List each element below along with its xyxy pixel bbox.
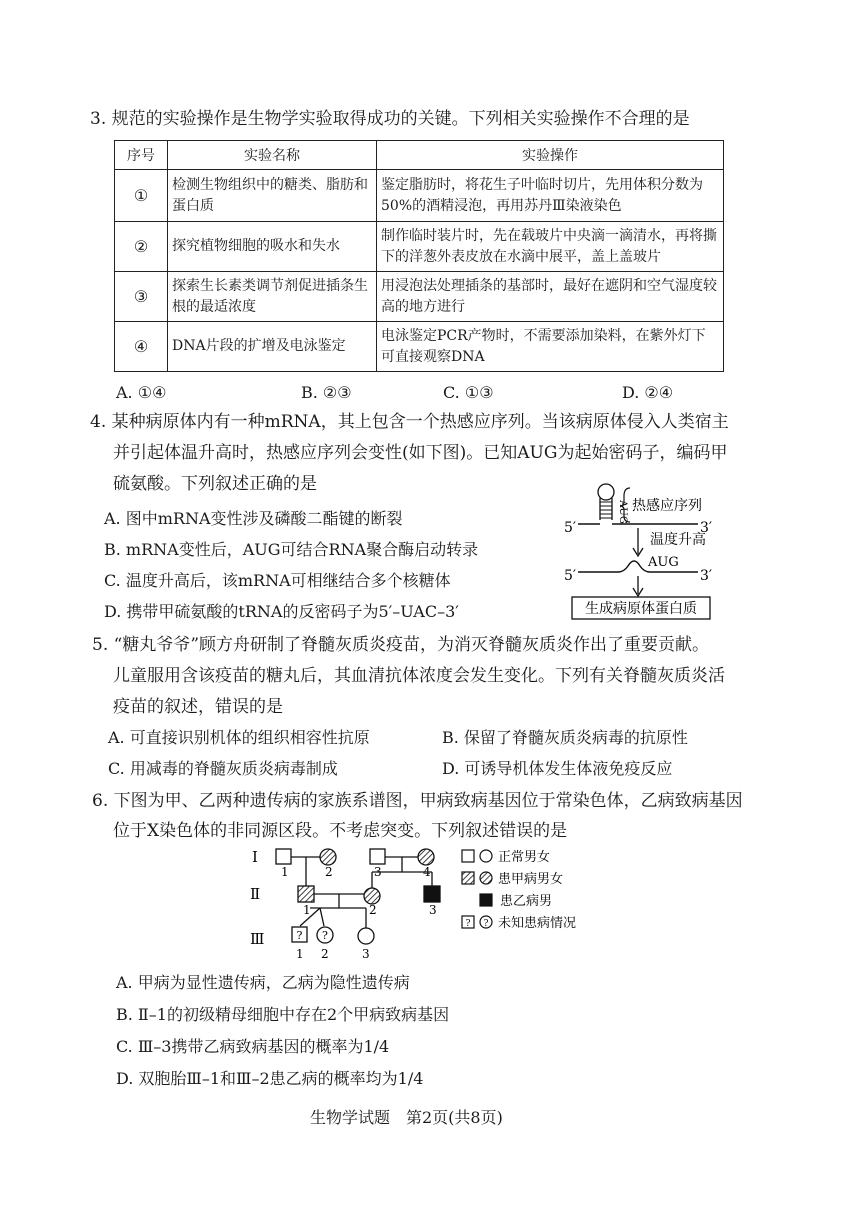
three-prime-label-top: 3′ — [700, 520, 713, 536]
gen2-number-1: 1 — [303, 903, 311, 917]
q5-option-c[interactable]: C. 用减毒的脊髓灰质炎病毒制成 — [108, 759, 338, 778]
gen1-number-1: 1 — [281, 865, 289, 879]
gen1-female-4-disease-a — [418, 849, 434, 865]
row-experiment-name: 探究植物细胞的吸水和失水 — [168, 222, 377, 272]
row-number: ① — [115, 170, 168, 222]
page-footer: 生物学试题 第2页(共8页) — [310, 1108, 503, 1127]
row-experiment-operation: 制作临时装片时，先在载玻片中央滴一滴清水，再将撕下的洋葱外表皮放在水滴中展平，盖上盖玻片 — [377, 222, 724, 272]
gen3-2-unknown-mark: ? — [322, 929, 328, 942]
header-experiment-operation: 实验操作 — [377, 141, 724, 170]
q6-option-c[interactable]: C. Ⅲ–3携带乙病致病基因的概率为1/4 — [116, 1037, 390, 1056]
experiment-table — [114, 140, 724, 372]
aug-label: AUG — [648, 555, 679, 570]
q3-option-d[interactable]: D. ②④ — [622, 383, 674, 402]
legend-disease-a-female-icon — [480, 872, 492, 884]
q3-stem: 3. 规范的实验操作是生物学实验取得成功的关键。下列相关实验操作不合理的是 — [90, 109, 690, 129]
gen3-1-unknown-mark: ? — [296, 929, 303, 942]
q6-option-d[interactable]: D. 双胞胎Ⅲ–1和Ⅲ–2患乙病的概率均为1/4 — [116, 1069, 424, 1088]
q5-stem-line-2: 儿童服用含该疫苗的糖丸后，其血清抗体浓度会发生变化。下列有关脊髓灰质炎活 — [113, 666, 725, 686]
gen1-number-2: 2 — [325, 865, 333, 879]
five-prime-label-top: 5′ — [564, 520, 577, 536]
q4-option-c[interactable]: C. 温度升高后，该mRNA可相继结合多个核糖体 — [104, 571, 451, 590]
q3-option-b[interactable]: B. ②③ — [301, 383, 352, 402]
twin-line — [320, 908, 324, 926]
q4-option-b[interactable]: B. mRNA变性后，AUG可结合RNA聚合酶启动转录 — [104, 540, 479, 559]
row-experiment-operation: 用浸泡法处理插条的基部时，最好在遮阴和空气湿度较高的地方进行 — [377, 272, 724, 322]
legend-normal-label: 正常男女 — [498, 850, 551, 865]
q5-option-d[interactable]: D. 可诱导机体发生体液免疫反应 — [442, 759, 673, 778]
gen1-male-3-normal — [370, 849, 385, 864]
legend-normal-male-icon — [462, 850, 474, 862]
row-number: ③ — [115, 272, 168, 322]
q6-stem-line-1: 6. 下图为甲、乙两种遗传病的家族系谱图，甲病致病基因位于常染色体，乙病致病基因 — [92, 791, 743, 811]
gen1-number-3: 3 — [374, 865, 382, 879]
three-prime-label-bottom: 3′ — [700, 568, 713, 584]
q6-option-a[interactable]: A. 甲病为显性遗传病，乙病为隐性遗传病 — [116, 973, 410, 992]
legend-disease-a-male-icon — [462, 872, 474, 884]
gen2-female-2-disease-a — [364, 888, 380, 904]
gen3-female-3-normal — [358, 928, 374, 944]
legend-unknown-female-mark: ? — [483, 919, 489, 929]
q4-option-d[interactable]: D. 携带甲硫氨酸的tRNA的反密码子为5′–UAC–3′ — [104, 602, 459, 621]
q3-option-a[interactable]: A. ①④ — [116, 383, 167, 402]
mrna-figure — [558, 476, 758, 624]
q5-option-a[interactable]: A. 可直接识别机体的组织相容性抗原 — [108, 728, 370, 747]
q4-stem-line-3: 硫氨酸。下列叙述正确的是 — [113, 474, 317, 494]
legend-unknown-label: 未知患病情况 — [498, 916, 577, 931]
gen1-number-4: 4 — [423, 865, 431, 879]
generation-label-3: Ⅲ — [250, 930, 265, 948]
protein-box-label: 生成病原体蛋白质 — [585, 601, 697, 617]
pedigree-chart — [240, 842, 620, 962]
hairpin-structure — [598, 484, 614, 520]
table-row — [115, 272, 724, 322]
table-row — [115, 322, 724, 372]
temperature-rise-label: 温度升高 — [650, 532, 706, 548]
row-number: ② — [115, 222, 168, 272]
legend-disease-b-label: 患乙病男 — [500, 894, 553, 909]
row-number: ④ — [115, 322, 168, 372]
q5-stem-line-1: 5. “糖丸爷爷”顾方舟研制了脊髓灰质炎疫苗，为消灭脊髓灰质炎作出了重要贡献。 — [92, 635, 710, 655]
hairpin-aug-label: AUG — [617, 500, 628, 524]
row-experiment-name: DNA片段的扩增及电泳鉴定 — [168, 322, 377, 372]
q4-stem-line-1: 4. 某种病原体内有一种mRNA，其上包含一个热感应序列。当该病原体侵入人类宿主 — [90, 412, 729, 432]
gen3-number-2: 2 — [321, 947, 329, 961]
generation-label-1: Ⅰ — [252, 848, 258, 866]
q6-option-b[interactable]: B. Ⅱ–1的初级精母细胞中存在2个甲病致病基因 — [116, 1005, 450, 1024]
q4-stem-line-2: 并引起体温升高时，热感应序列会变性(如下图)。已知AUG为起始密码子，编码甲 — [113, 443, 728, 463]
gen3-number-1: 1 — [296, 947, 304, 961]
q4-option-a[interactable]: A. 图中mRNA变性涉及磷酸二酯键的断裂 — [104, 509, 403, 528]
gen2-male-1-disease-a — [298, 886, 314, 902]
gen2-male-3-disease-b — [424, 886, 440, 902]
table-row — [115, 170, 724, 222]
q5-stem-line-3: 疫苗的叙述，错误的是 — [113, 697, 283, 717]
header-number: 序号 — [115, 141, 168, 170]
table-row — [115, 222, 724, 272]
row-experiment-name: 探索生长素类调节剂促进插条生根的最适浓度 — [168, 272, 377, 322]
q5-option-b[interactable]: B. 保留了脊髓灰质炎病毒的抗原性 — [442, 728, 688, 747]
gen1-female-2-disease-a — [320, 849, 336, 865]
header-experiment-name: 实验名称 — [168, 141, 377, 170]
heat-sequence-label: 热感应序列 — [632, 498, 702, 514]
legend-disease-a-label: 患甲病男女 — [498, 872, 564, 887]
gen2-number-3: 3 — [429, 903, 437, 917]
generation-label-2: Ⅱ — [250, 885, 261, 903]
row-experiment-name: 检测生物组织中的糖类、脂肪和蛋白质 — [168, 170, 377, 222]
mrna-strand-bottom — [578, 561, 698, 572]
legend-disease-b-male-icon — [480, 894, 492, 906]
row-experiment-operation: 电泳鉴定PCR产物时，不需要添加染料，在紫外灯下可直接观察DNA — [377, 322, 724, 372]
table-header-row — [115, 141, 724, 170]
gen3-number-3: 3 — [362, 947, 370, 961]
row-experiment-operation: 鉴定脂肪时，将花生子叶临时切片，先用体积分数为50%的酒精浸泡，再用苏丹Ⅲ染液染色 — [377, 170, 724, 222]
q3-option-c[interactable]: C. ①③ — [443, 383, 494, 402]
gen2-number-2: 2 — [369, 903, 377, 917]
legend-unknown-male-mark: ? — [465, 919, 471, 929]
q6-stem-line-2: 位于X染色体的非同源区段。不考虑突变。下列叙述错误的是 — [113, 821, 568, 841]
five-prime-label-bottom: 5′ — [564, 568, 577, 584]
gen1-male-1-normal — [276, 849, 291, 864]
legend-normal-female-icon — [480, 850, 492, 862]
